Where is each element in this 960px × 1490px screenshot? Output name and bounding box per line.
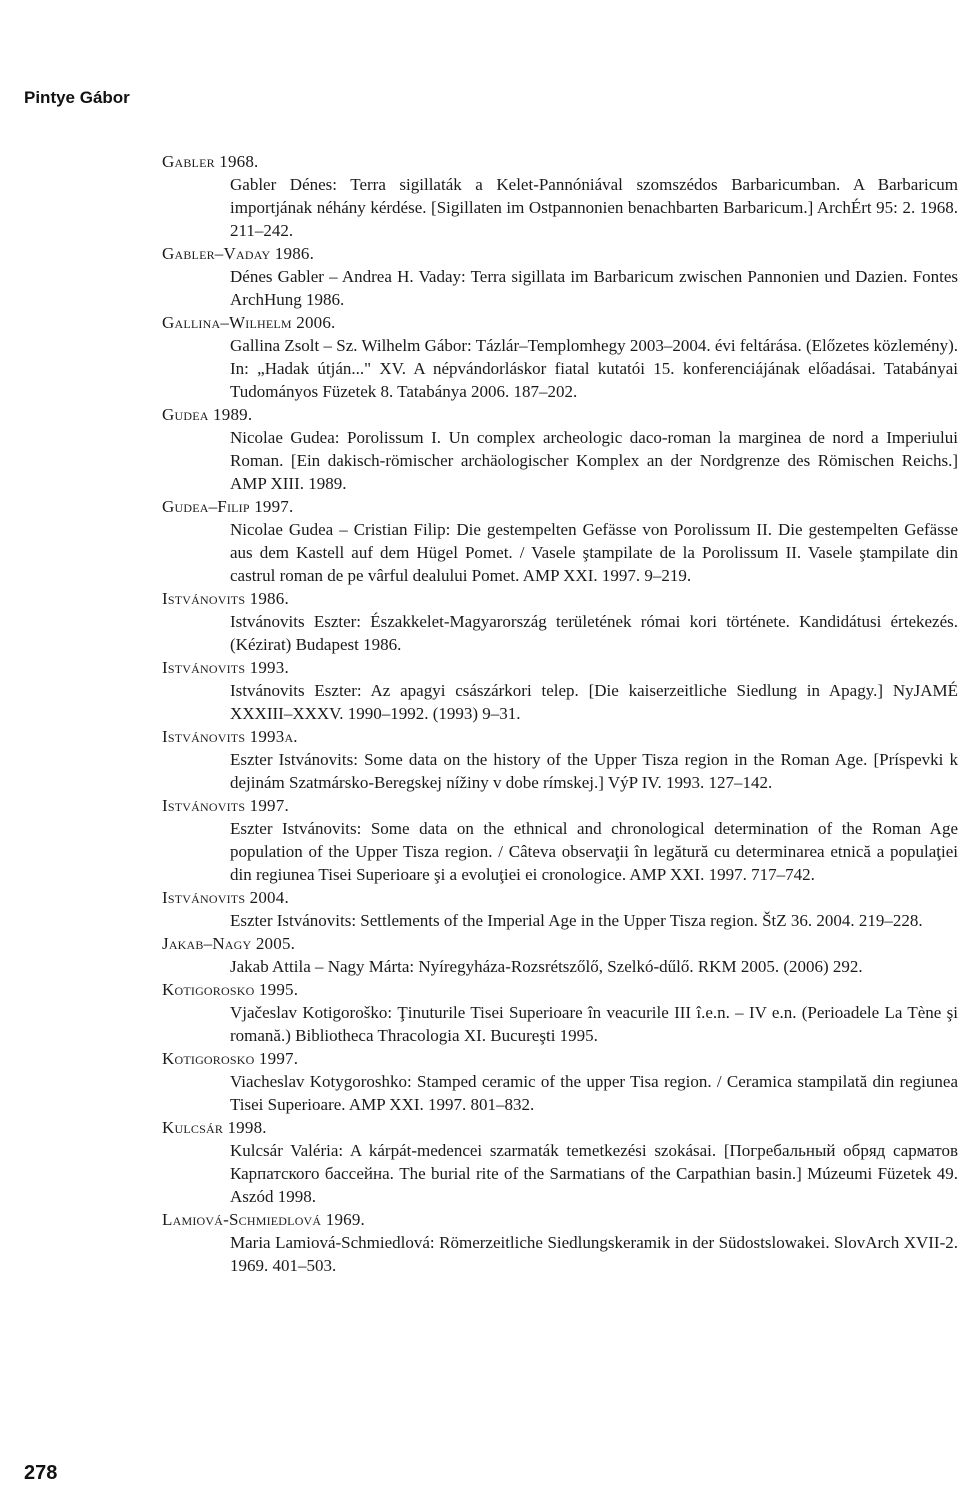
entry-citation: Nicolae Gudea – Cristian Filip: Die gestempelten Gefässe von Porolissum II. Die gestempelten Gefässe aus dem Kastell auf dem Hügel Pomet. / Vasele ştampilate de la Porolissum II. Vasele ştampilate din castrul roman de pe vârful dealului Pomet. AMP XXI. 1997. 9–219. (230, 520, 958, 585)
entry-key: Gabler 1968. (162, 152, 259, 171)
bibliography-entry (162, 1116, 958, 1208)
page-number: 278 (24, 1462, 58, 1484)
entry-key: Gudea 1989. (162, 405, 253, 424)
entry-citation: Eszter Istvánovits: Settlements of the Imperial Age in the Upper Tisza region. ŠtZ 36. 2004. 219–228. (230, 911, 923, 930)
entry-key: Kulcsár 1998. (162, 1118, 267, 1137)
entry-citation: Istvánovits Eszter: Északkelet-Magyarország területének római kori története. Kandidátusi értekezés. (Kézirat) Budapest 1986. (230, 612, 958, 654)
entry-key: Lamiová-Schmiedlová 1969. (162, 1210, 365, 1229)
bibliography-entry (162, 794, 958, 886)
bibliography-entry (162, 886, 958, 932)
bibliography-entry (162, 403, 958, 495)
entry-key: Jakab–Nagy 2005. (162, 934, 296, 953)
entry-citation: Gallina Zsolt – Sz. Wilhelm Gábor: Tázlár–Templomhegy 2003–2004. évi feltárása. (Előzetes közlemény). In: „Hadak útján..." XV. A népvándorláskor fiatal kutatói 15. konferenciájának előadásai. Tatabányai Tudományos Füzetek 8. Tatabánya 2006. 187–202. (230, 336, 958, 401)
bibliography-entry (162, 311, 958, 403)
entry-citation: Eszter Istvánovits: Some data on the history of the Upper Tisza region in the Roman Age. [Príspevki k dejinám Szatmársko-Beregskej nížiny v dobe rímskej.] VýP IV. 1993. 127–142. (230, 750, 958, 792)
entry-key: Istvánovits 1993a. (162, 727, 298, 746)
bibliography-entry (162, 495, 958, 587)
entry-key: Istvánovits 1986. (162, 589, 289, 608)
bibliography-entry (162, 656, 958, 725)
entry-key: Gabler–Vaday 1986. (162, 244, 315, 263)
entry-citation: Jakab Attila – Nagy Márta: Nyíregyháza-Rozsrétszőlő, Szelkó-dűlő. RKM 2005. (2006) 292. (230, 957, 863, 976)
bibliography-list (162, 150, 958, 1277)
running-head-author: Pintye Gábor (24, 88, 130, 107)
bibliography-entry (162, 587, 958, 656)
entry-key: Gudea–Filip 1997. (162, 497, 294, 516)
entry-citation: Nicolae Gudea: Porolissum I. Un complex archeologic daco-roman la marginea de nord a Imperiului Roman. [Ein dakisch-römischer archäologischer Komplex an der Nordgrenze des Römischen Reichs.] AMP XIII. 1989. (230, 428, 958, 493)
entry-citation: Maria Lamiová-Schmiedlová: Römerzeitliche Siedlungskeramik in der Südostslowakei. SlovArch XVII-2. 1969. 401–503. (230, 1233, 958, 1275)
bibliography-entry (162, 725, 958, 794)
entry-citation: Vjačeslav Kotigoroško: Ţinuturile Tisei Superioare în veacurile III î.e.n. – IV e.n. (Perioadele La Tène şi romană.) Bibliotheca Thracologia XI. Bucureşti 1995. (230, 1003, 958, 1045)
bibliography-entry (162, 150, 958, 242)
entry-key: Istvánovits 1993. (162, 658, 289, 677)
entry-key: Kotigorosko 1997. (162, 1049, 299, 1068)
entry-key: Istvánovits 1997. (162, 796, 289, 815)
entry-citation: Istvánovits Eszter: Az apagyi császárkori telep. [Die kaiserzeitliche Siedlung in Apagy.] NyJAMÉ XXXIII–XXXV. 1990–1992. (1993) 9–31. (230, 681, 958, 723)
entry-citation: Eszter Istvánovits: Some data on the ethnical and chronological determination of the Roman Age population of the Upper Tisza region. / Câteva observaţii în legătură cu determinarea etnică a populaţiei din regiunea Tisei Superioare şi a evoluţiei ei cronologice. AMP XXI. 1997. 717–742. (230, 819, 958, 884)
entry-citation: Viacheslav Kotygoroshko: Stamped ceramic of the upper Tisa region. / Ceramica stampilată din regiunea Tisei Superioare. AMP XXI. 1997. 801–832. (230, 1072, 958, 1114)
bibliography-entry (162, 242, 958, 311)
bibliography-entry (162, 1208, 958, 1277)
bibliography-entry (162, 932, 958, 978)
entry-key: Istvánovits 2004. (162, 888, 289, 907)
entry-citation: Gabler Dénes: Terra sigillaták a Kelet-Pannóniával szomszédos Barbaricumban. A Barbaricum importjának néhány kérdése. [Sigillaten im Ostpannonien benachbarten Barbaricum.] ArchÉrt 95: 2. 1968. 211–242. (230, 175, 958, 240)
entry-key: Kotigorosko 1995. (162, 980, 299, 999)
entry-citation: Kulcsár Valéria: A kárpát-medencei szarmaták temetkezési szokásai. [Погребальный обряд сарматов Карпатского бассейна. The burial rite of the Sarmatians of the Carpathian basin.] Múzeumi Füzetek 49. Aszód 1998. (230, 1141, 958, 1206)
entry-key: Gallina–Wilhelm 2006. (162, 313, 336, 332)
bibliography-entry (162, 1047, 958, 1116)
bibliography-entry (162, 978, 958, 1047)
entry-citation: Dénes Gabler – Andrea H. Vaday: Terra sigillata im Barbaricum zwischen Pannonien und Dazien. Fontes ArchHung 1986. (230, 267, 958, 309)
